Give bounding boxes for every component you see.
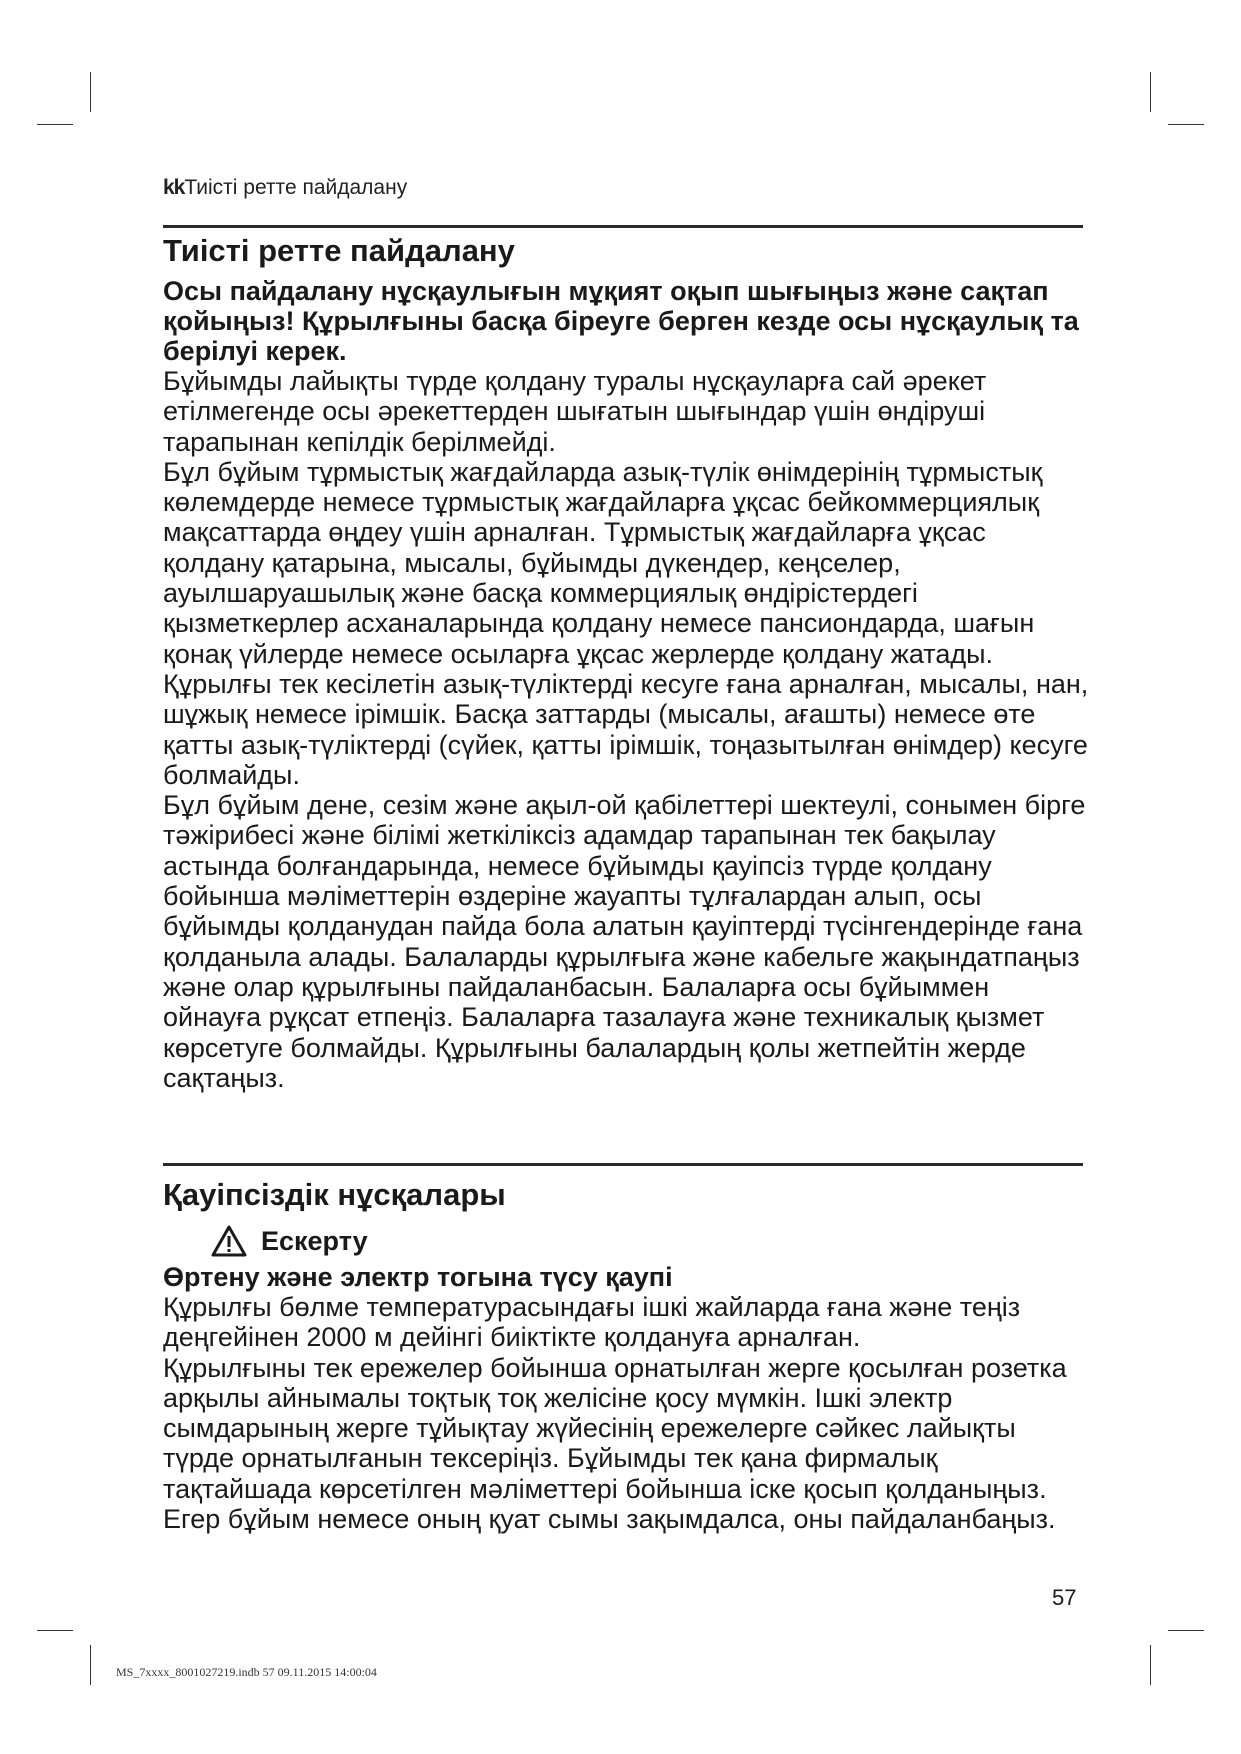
section-title: Қауіпсіздік нұсқалары (163, 1177, 506, 1212)
body-paragraph: Құрылғыны тек ережелер бойынша орнатылған жерге қосылған розетка арқылы айнымалы тоқтық тоқ желісіне қосу мүмкін. Ішкі электр сымдарының жерге тұйықтау жүйесінің ережелерге сәйкес лайықты түрде орнатылғанын тексеріңіз. Бұйымды тек қана фирмалық тақтайшада көрсетілген мәліметтері бойынша іске қосып қолданыңыз. Егер бұйым немесе оның қуат сымы зақымдалса, оны пайдаланбаңыз. (163, 1352, 1067, 1535)
crop-mark (1168, 124, 1204, 125)
crop-mark (1150, 1645, 1151, 1685)
section-title: Тиісті ретте пайдалану (163, 233, 515, 268)
section-safety (163, 1176, 1093, 1534)
warning-label: Ескерту (261, 1226, 368, 1256)
crop-mark (37, 1630, 73, 1631)
running-header (163, 176, 407, 200)
crop-mark (1168, 1630, 1204, 1631)
running-header-title: Тиісті ретте пайдалану (184, 176, 408, 199)
section-divider (163, 1163, 1083, 1166)
section-divider (163, 225, 1083, 228)
section-proper-use (163, 232, 1093, 1093)
warning-triangle-icon (211, 1225, 247, 1257)
risk-title: Өртену және электр тогына түсу қаупі (163, 1262, 673, 1292)
crop-mark (90, 72, 91, 112)
lead-paragraph: Осы пайдалану нұсқаулығын мұқият оқып шығыңыз және сақтап қойыңыз! Құрылғыны басқа біреуге берген кезде осы нұсқаулық та берілуі керек. (163, 276, 1079, 366)
crop-mark (1150, 72, 1151, 112)
body-paragraph: Бұйымды лайықты түрде қолдану туралы нұсқауларға сай әрекет етілмегенде осы әрекеттерден шығатын шығындар үшін өндіруші тарапынан кепілдік берілмейді. (163, 366, 987, 457)
body-paragraph: Құрылғы бөлме температурасындағы ішкі жайларда ғана және теңіз деңгейінен 2000 м дейінгі биіктікте қолдануға арналған. (163, 1292, 1021, 1353)
body-paragraph: Бұл бұйым тұрмыстық жағдайларда азық-түлік өнімдерінің тұрмыстық көлемдерде немесе тұрмыстық жағдайларға ұқсас бейкоммерциялық мақсаттарда өңдеу үшін арналған. Тұрмыстық жағдайларға ұқсас қолдану қатарына, мысалы, бұйымды дүкендер, кеңселер, ауылшаруашылық және басқа коммерциялық өндірістердегі қызметкерлер асханаларында қолдану немесе пансиондарда, шағын қонақ үйлерде немесе осыларға ұқсас жерлерде қолдану жатады. (163, 456, 1043, 669)
crop-mark (37, 124, 73, 125)
language-tag: kk (163, 176, 185, 199)
crop-mark (90, 1645, 91, 1685)
body-paragraph: Бұл бұйым дене, сезім және ақыл-ой қабілеттері шектеулі, сонымен бірге тәжірибесі және білімі жеткіліксіз адамдар тарапынан тек бақылау астында болғандарында, немесе бұйымды қауіпсіз түрде қолдану бойынша мәліметтерін өздеріне жауапты тұлғалардан алып, осы бұйымды қолданудан пайда бола алатын қауіптерді түсінгендерінде ғана қолданыла алады. Балаларды құрылғыға және кабельге жақындатпаңыз және олар құрылғыны пайдаланбасын. Балаларға осы бұйыммен ойнауға рұқсат етпеңіз. Балаларға тазалауға және техникалық қызмет көрсетуге болмайды. Құрылғыны балалардың қолы жетпейтін жерде сақтаңыз. (163, 790, 1086, 1093)
print-footer: MS_7xxxx_8001027219.indb 57 09.11.2015 14:00:04 (116, 1665, 377, 1679)
body-paragraph: Құрылғы тек кесілетін азық-түліктерді кесуге ғана арналған, мысалы, нан, шұжық немесе ірімшік. Басқа заттарды (мысалы, ағашты) немесе өте қатты азық-түліктерді (сүйек, қатты ірімшік, тоңазытылған өнімдер) кесуге болмайды. (163, 668, 1089, 790)
warning-heading (211, 1224, 1093, 1258)
page-number: 57 (1052, 1585, 1077, 1610)
